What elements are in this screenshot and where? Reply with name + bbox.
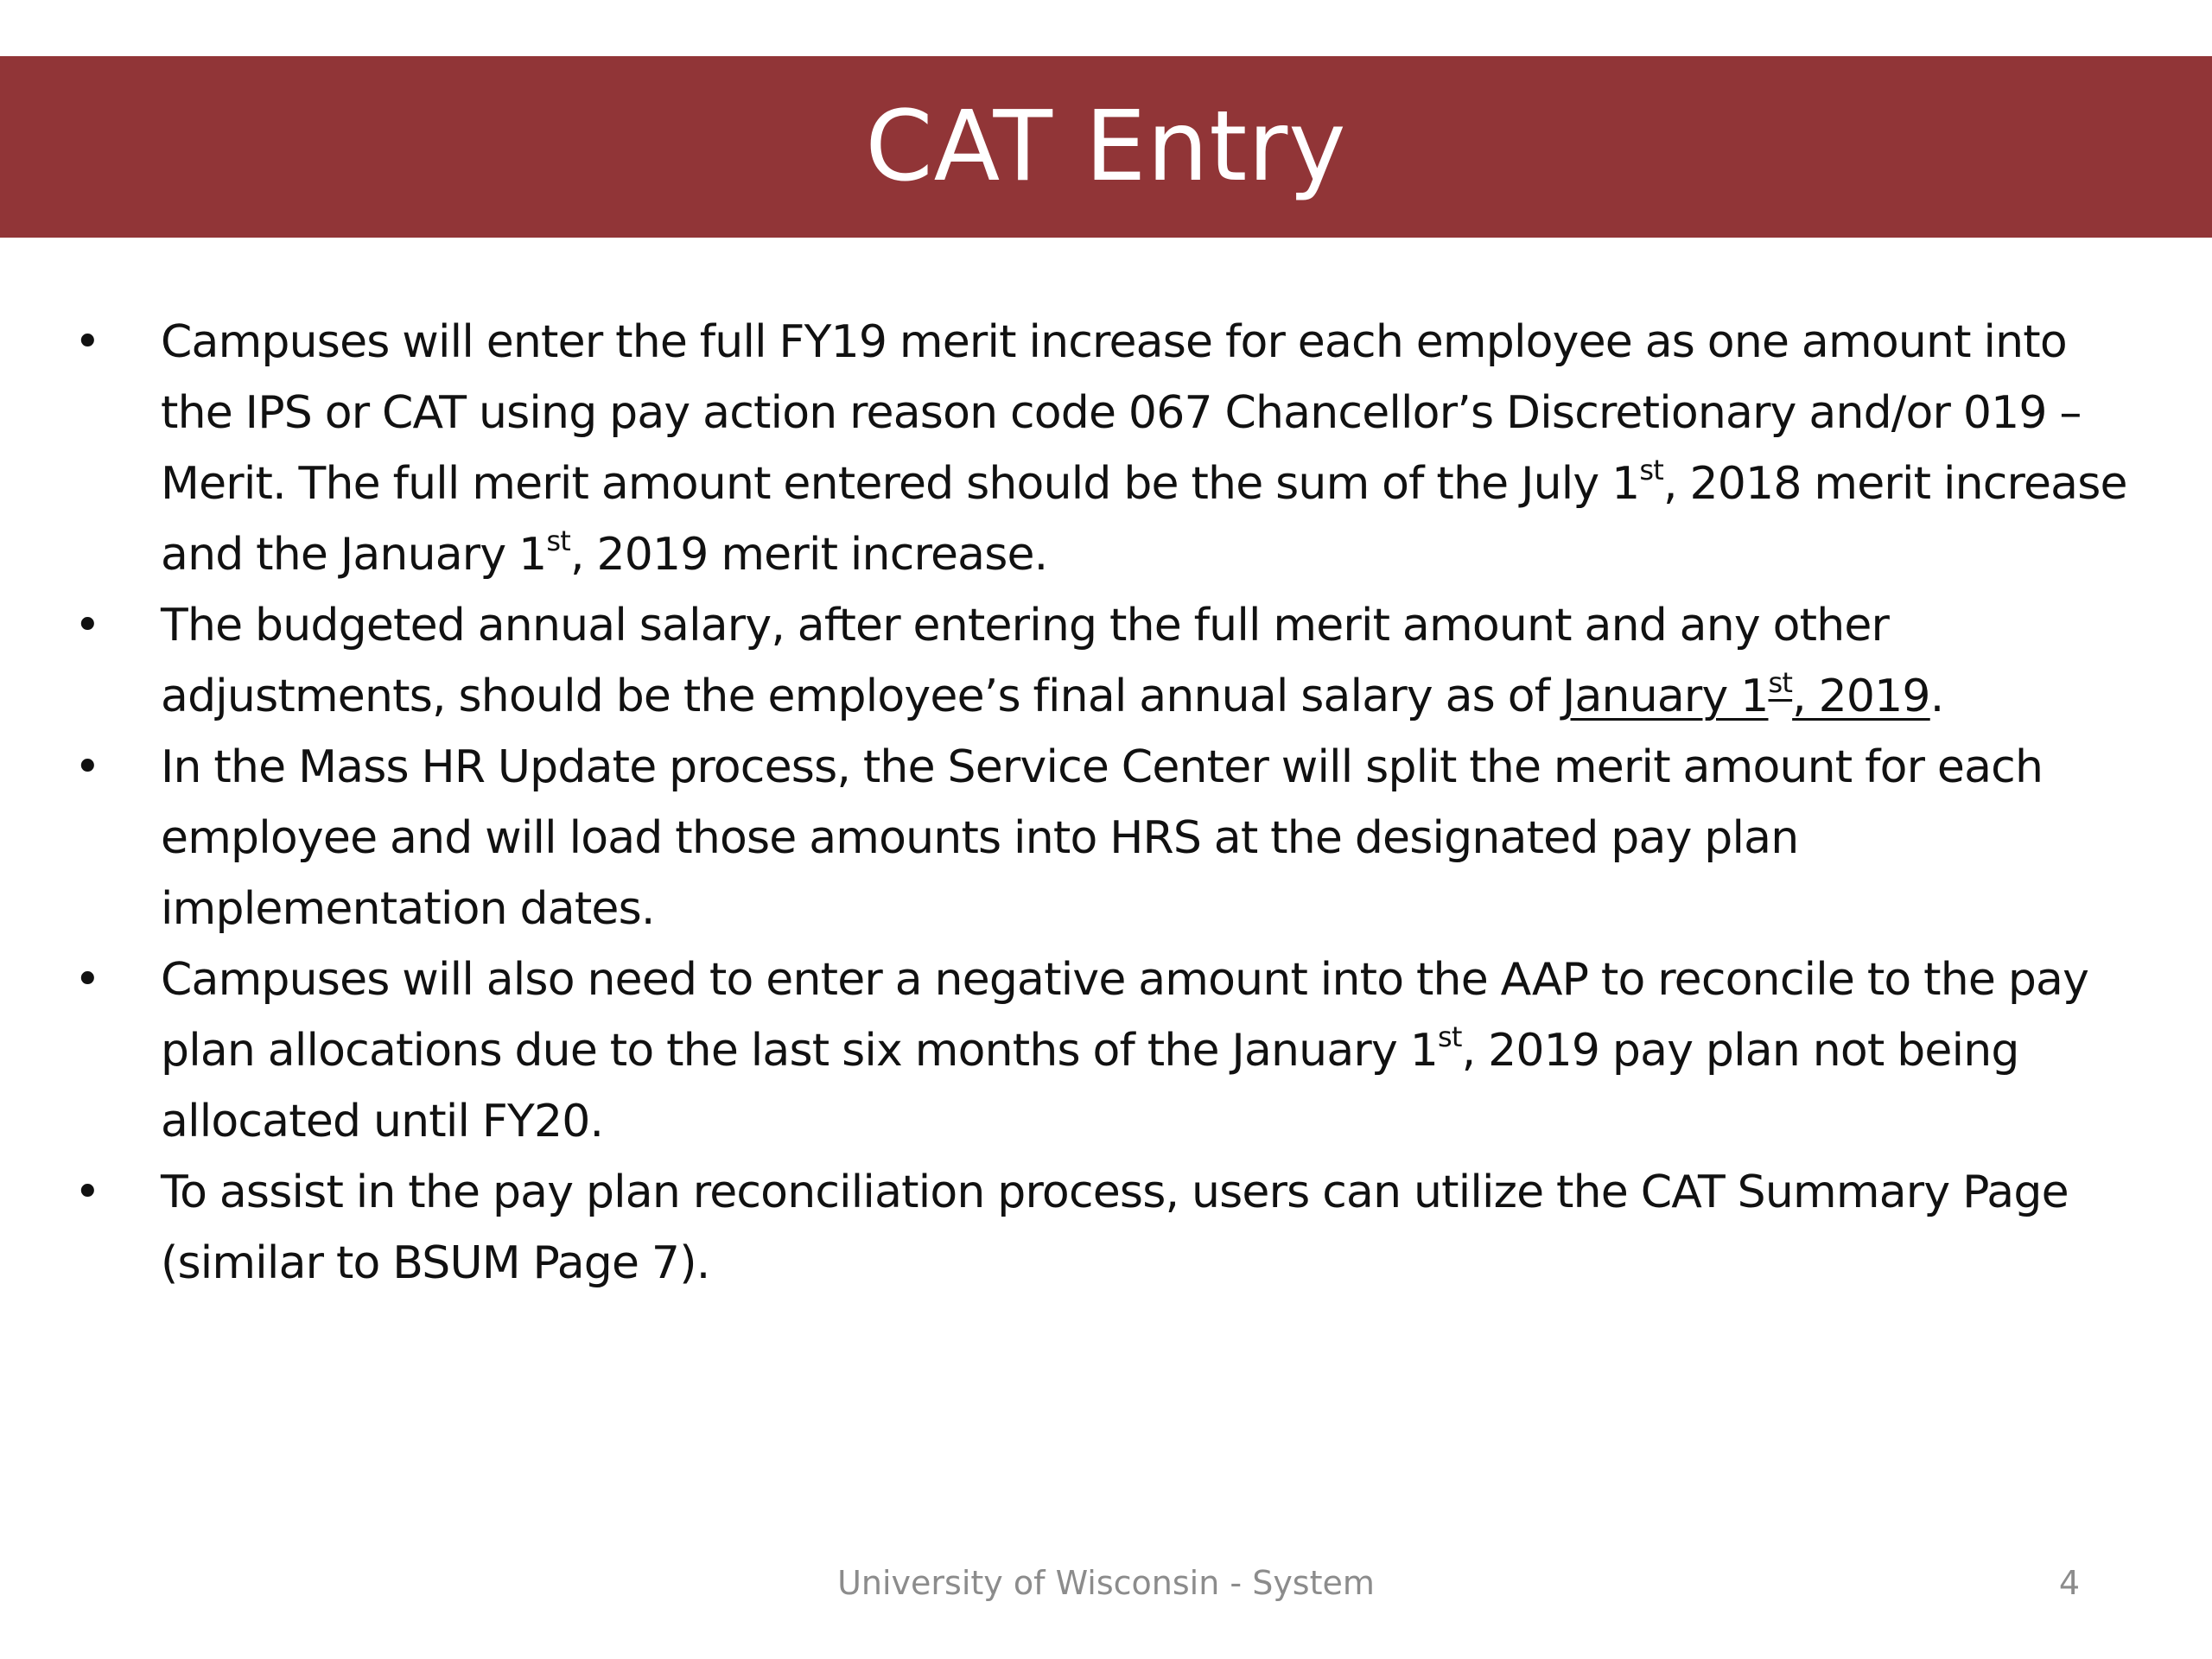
bullet-text-segment: Campuses will also need to enter a negative amount into the AAP to reconcile to the pay plan allocations due to the last six months of the January 1: [161, 954, 2089, 1077]
bullet-text-segment: st: [546, 524, 570, 557]
bullet-dot-icon: •: [74, 600, 101, 652]
bullet-text-segment: Campuses will enter the full FY19 merit increase for each employee as one amount into the IPS or CAT using pay action reason code 067 Chancellor’s Discretionary and/or 019 – Merit. The full merit amount entered should be the sum of the July 1: [161, 316, 2082, 510]
bullet-text: [161, 1157, 2148, 1299]
page-number: 4: [2058, 1564, 2081, 1602]
bullet-text-segment: , 2019 merit increase.: [570, 529, 1048, 581]
bullet-item: [0, 732, 2212, 944]
bullet-text: [161, 590, 2148, 732]
title-bar: [0, 56, 2212, 238]
bullet-text-segment: st: [1639, 453, 1664, 486]
bullet-list: [0, 307, 2212, 1299]
footer-text: University of Wisconsin - System: [837, 1564, 1375, 1602]
bullet-text-segment: , 2019 pay plan not being allocated until FY20.: [161, 1025, 2019, 1147]
bullet-text-segment: January 1: [1561, 671, 1769, 722]
bullet-item: [0, 1157, 2212, 1299]
bullet-text-segment: , 2019: [1792, 671, 1930, 722]
bullet-dot-icon: •: [74, 316, 101, 368]
slide-title: CAT Entry: [865, 91, 1347, 203]
bullet-text-segment: In the Mass HR Update process, the Service Center will split the merit amount for each employee and will load those amounts into HRS at the designated pay plan implementation dates.: [161, 741, 2044, 935]
bullet-text-segment: , 2018 merit increase and the January 1: [161, 458, 2127, 581]
bullet-text-segment: st: [1437, 1020, 1462, 1053]
bullet-item: [0, 590, 2212, 732]
bullet-dot-icon: •: [74, 1166, 101, 1218]
bullet-item: [0, 944, 2212, 1157]
bullet-text-segment: st: [1768, 665, 1793, 699]
bullet-dot-icon: •: [74, 954, 101, 1006]
bullet-text-segment: .: [1929, 671, 1944, 722]
bullet-item: [0, 307, 2212, 590]
bullet-text-segment: The budgeted annual salary, after entering the full merit amount and any other adjustments, should be the employee’s final annual salary as of: [161, 600, 1890, 722]
bullet-text: [161, 307, 2148, 590]
bullet-text: [161, 732, 2148, 944]
bullet-dot-icon: •: [74, 741, 101, 793]
bullet-text: [161, 944, 2148, 1157]
bullet-text-segment: To assist in the pay plan reconciliation process, users can utilize the CAT Summary Page (similar to BSUM Page 7).: [161, 1166, 2069, 1289]
